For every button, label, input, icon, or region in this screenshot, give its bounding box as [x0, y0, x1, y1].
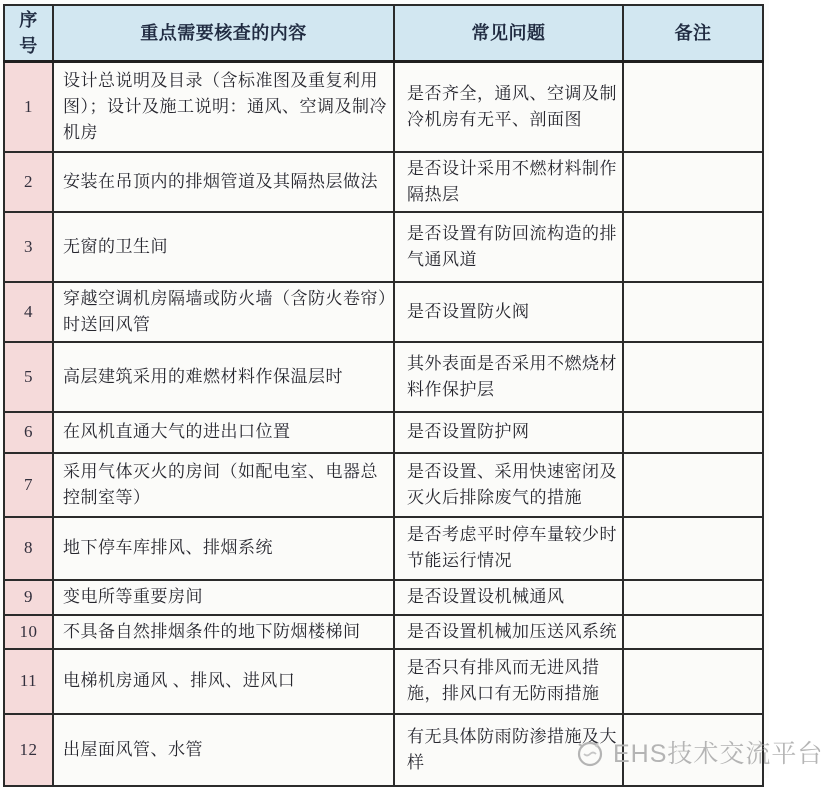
row-problem-cell — [394, 212, 623, 282]
table-body — [4, 62, 763, 786]
row-number: 10 — [19, 621, 38, 641]
row-problem: 有无具体防雨防渗措施及大样 — [407, 726, 617, 772]
row-remark-cell — [623, 615, 763, 649]
table-row — [4, 649, 763, 714]
row-problem-cell — [394, 517, 623, 580]
row-content: 电梯机房通风 、排风、进风口 — [63, 671, 296, 691]
row-content-cell — [53, 212, 394, 282]
row-problem: 是否设置机械加压送风系统 — [407, 621, 617, 641]
row-content: 高层建筑采用的难燃材料作保温层时 — [63, 366, 343, 386]
row-remark-cell — [623, 453, 763, 517]
row-content: 无窗的卫生间 — [63, 236, 168, 256]
row-number: 4 — [24, 301, 33, 321]
row-number-cell — [4, 714, 53, 786]
row-number-cell — [4, 412, 53, 453]
row-content-cell — [53, 282, 394, 342]
table-row — [4, 342, 763, 412]
row-problem-cell — [394, 714, 623, 786]
row-remark-cell — [623, 282, 763, 342]
row-number: 1 — [24, 96, 33, 116]
row-number-cell — [4, 282, 53, 342]
row-content: 穿越空调机房隔墙或防火墙（含防火卷帘）时送回风管 — [63, 288, 387, 334]
row-content-cell — [53, 649, 394, 714]
row-remark-cell — [623, 342, 763, 412]
row-content: 出屋面风管、水管 — [63, 739, 203, 759]
row-content: 在风机直通大气的进出口位置 — [63, 422, 291, 442]
watermark-text: EHS技术交流平台 — [613, 740, 823, 768]
row-problem: 是否设计采用不燃材料制作隔热层 — [407, 158, 617, 204]
hvac-review-checklist-table — [3, 4, 764, 787]
row-problem: 是否考虑平时停车量较少时节能运行情况 — [407, 525, 617, 571]
row-problem: 是否设置有防回流构造的排气通风道 — [407, 223, 617, 269]
row-content-cell — [53, 714, 394, 786]
row-remark-cell — [623, 580, 763, 615]
row-content: 不具备自然排烟条件的地下防烟楼梯间 — [63, 621, 361, 641]
row-remark-cell — [623, 412, 763, 453]
table-row — [4, 517, 763, 580]
row-problem: 是否设置防护网 — [407, 422, 530, 442]
row-number: 6 — [24, 422, 33, 442]
row-number-cell — [4, 649, 53, 714]
row-problem: 是否只有排风而无进风措施，排风口有无防雨措施 — [407, 658, 600, 704]
row-number: 11 — [19, 671, 38, 691]
row-problem: 其外表面是否采用不燃烧材料作保护层 — [407, 353, 617, 399]
row-problem: 是否齐全，通风、空调及制冷机房有无平、剖面图 — [407, 83, 617, 129]
table-header-row — [4, 5, 763, 62]
row-content: 变电所等重要房间 — [63, 587, 203, 607]
row-content: 采用气体灭火的房间（如配电室、电器总控制室等） — [63, 461, 378, 507]
row-content-cell — [53, 412, 394, 453]
row-number: 9 — [24, 587, 33, 607]
row-remark-cell — [623, 62, 763, 152]
row-problem-cell — [394, 580, 623, 615]
table-row — [4, 282, 763, 342]
row-problem: 是否设置防火阀 — [407, 301, 530, 321]
row-remark-cell — [623, 152, 763, 212]
column-header-remark: 备注 — [623, 5, 763, 62]
row-number-cell — [4, 453, 53, 517]
table-row — [4, 615, 763, 649]
table-row — [4, 212, 763, 282]
row-problem-cell — [394, 412, 623, 453]
row-content-cell — [53, 62, 394, 152]
row-content-cell — [53, 453, 394, 517]
row-problem-cell — [394, 453, 623, 517]
row-number-cell — [4, 342, 53, 412]
row-problem-cell — [394, 152, 623, 212]
row-problem-cell — [394, 282, 623, 342]
row-number: 7 — [24, 474, 33, 494]
row-problem-cell — [394, 649, 623, 714]
row-remark-cell — [623, 517, 763, 580]
row-number: 5 — [24, 366, 33, 386]
row-content-cell — [53, 615, 394, 649]
column-header-no-label: 序号 — [19, 10, 38, 57]
table-row — [4, 62, 763, 152]
row-number-cell — [4, 517, 53, 580]
row-remark-cell — [623, 212, 763, 282]
row-number: 2 — [24, 171, 33, 191]
column-header-content: 重点需要核查的内容 — [53, 5, 394, 62]
table-row — [4, 580, 763, 615]
row-number-cell — [4, 62, 53, 152]
row-content-cell — [53, 517, 394, 580]
row-content: 设计总说明及目录（含标准图及重复利用图）；设计及施工说明：通风、空调及制冷机房 — [63, 70, 387, 142]
row-problem-cell — [394, 62, 623, 152]
row-number-cell — [4, 580, 53, 615]
table-row — [4, 152, 763, 212]
row-number: 3 — [24, 236, 33, 256]
table-row — [4, 453, 763, 517]
row-remark-cell — [623, 714, 763, 786]
row-remark-cell — [623, 649, 763, 714]
row-content-cell — [53, 580, 394, 615]
row-number-cell — [4, 615, 53, 649]
row-number-cell — [4, 152, 53, 212]
column-header-no — [4, 5, 53, 62]
table-row — [4, 412, 763, 453]
row-number: 12 — [19, 739, 38, 759]
row-content-cell — [53, 342, 394, 412]
row-number-cell — [4, 212, 53, 282]
row-problem-cell — [394, 342, 623, 412]
table-row — [4, 714, 763, 786]
row-number: 8 — [24, 538, 33, 558]
column-header-problem: 常见问题 — [394, 5, 623, 62]
row-problem-cell — [394, 615, 623, 649]
row-content-cell — [53, 152, 394, 212]
row-content: 地下停车库排风、排烟系统 — [63, 538, 273, 558]
row-content: 安装在吊顶内的排烟管道及其隔热层做法 — [63, 171, 378, 191]
row-problem: 是否设置设机械通风 — [407, 587, 565, 607]
row-problem: 是否设置、采用快速密闭及灭火后排除废气的措施 — [407, 461, 617, 507]
